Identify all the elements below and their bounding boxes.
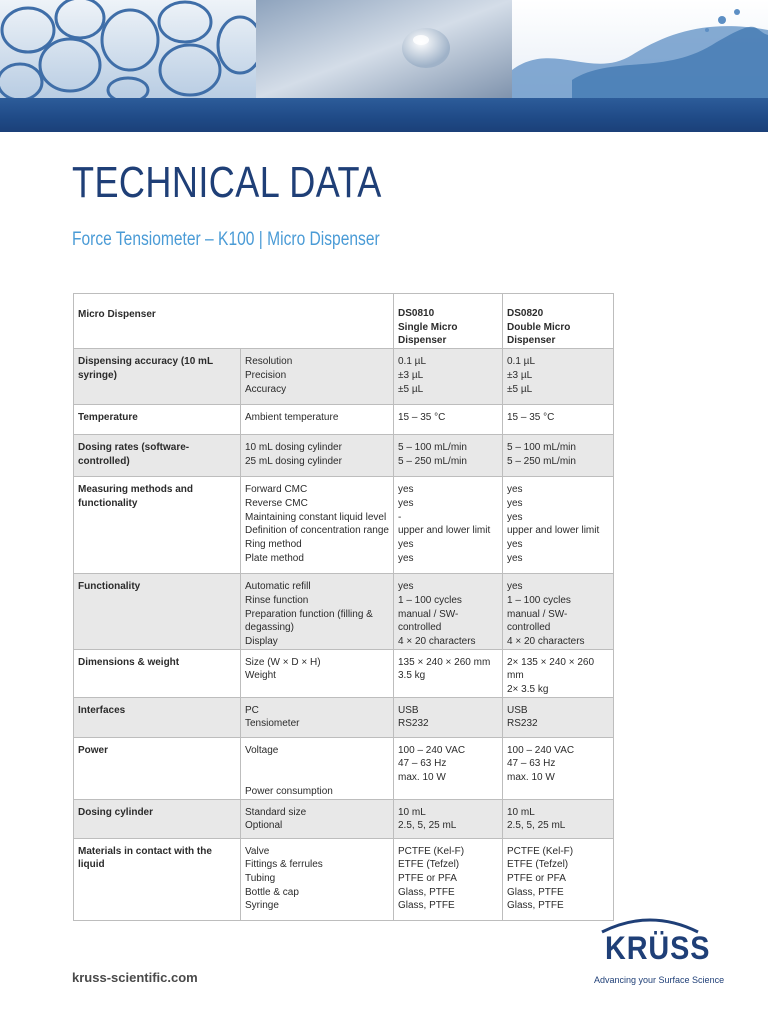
row-ds0820: 5 – 100 mL/min 5 – 250 mL/min bbox=[503, 435, 614, 477]
row-ds0810: 135 × 240 × 260 mm 3.5 kg bbox=[394, 649, 503, 697]
row-label: Functionality bbox=[74, 574, 241, 650]
header-blue-band bbox=[0, 98, 768, 132]
foam-bubbles-image bbox=[0, 0, 256, 98]
table-row bbox=[74, 838, 614, 920]
row-ds0810: PCTFE (Kel-F) ETFE (Tefzel) PTFE or PFA Glass, PTFE Glass, PTFE bbox=[394, 838, 503, 920]
table-row bbox=[74, 477, 614, 574]
row-ds0810: 10 mL 2.5, 5, 25 mL bbox=[394, 799, 503, 838]
row-ds0820: 0.1 µL ±3 µL ±5 µL bbox=[503, 349, 614, 405]
row-label: Dosing cylinder bbox=[74, 799, 241, 838]
row-params: Voltage Power consumption bbox=[241, 737, 394, 799]
water-splash-image bbox=[512, 0, 768, 98]
row-label: Materials in contact with the liquid bbox=[74, 838, 241, 920]
row-ds0820: 10 mL 2.5, 5, 25 mL bbox=[503, 799, 614, 838]
table-row bbox=[74, 349, 614, 405]
row-ds0820: PCTFE (Kel-F) ETFE (Tefzel) PTFE or PFA Glass, PTFE Glass, PTFE bbox=[503, 838, 614, 920]
page-subtitle: Force Tensiometer – K100 | Micro Dispenser bbox=[72, 229, 380, 250]
row-params: Resolution Precision Accuracy bbox=[241, 349, 394, 405]
row-ds0820: USB RS232 bbox=[503, 697, 614, 737]
table-header-row bbox=[74, 294, 614, 349]
table-row bbox=[74, 405, 614, 435]
row-params: 10 mL dosing cylinder 25 mL dosing cylinder bbox=[241, 435, 394, 477]
row-ds0820: 15 – 35 °C bbox=[503, 405, 614, 435]
water-droplet-image bbox=[256, 0, 512, 98]
row-ds0820: 100 – 240 VAC 47 – 63 Hz max. 10 W bbox=[503, 737, 614, 799]
row-params: Standard size Optional bbox=[241, 799, 394, 838]
row-params: Size (W × D × H) Weight bbox=[241, 649, 394, 697]
banner-photos bbox=[0, 0, 768, 98]
row-params: Ambient temperature bbox=[241, 405, 394, 435]
technical-data-table bbox=[73, 293, 614, 921]
row-ds0810: 100 – 240 VAC 47 – 63 Hz max. 10 W bbox=[394, 737, 503, 799]
row-ds0820: yes 1 – 100 cycles manual / SW-controlled 4 × 20 characters bbox=[503, 574, 614, 650]
website-link[interactable]: kruss-scientific.com bbox=[72, 970, 198, 985]
row-ds0810: 5 – 100 mL/min 5 – 250 mL/min bbox=[394, 435, 503, 477]
table-row bbox=[74, 697, 614, 737]
row-label: Dosing rates (software-controlled) bbox=[74, 435, 241, 477]
row-params: Valve Fittings & ferrules Tubing Bottle & cap Syringe bbox=[241, 838, 394, 920]
logo-tagline: Advancing your Surface Science bbox=[594, 975, 725, 985]
page-title: TECHNICAL DATA bbox=[72, 158, 382, 207]
row-ds0810: USB RS232 bbox=[394, 697, 503, 737]
header-cell-empty bbox=[241, 294, 394, 349]
row-label: Power bbox=[74, 737, 241, 799]
header-cell-ds0810: DS0810 Single Micro Dispenser bbox=[394, 294, 503, 349]
row-params: Forward CMC Reverse CMC Maintaining constant liquid level Definition of concentration range Ring method Plate method bbox=[241, 477, 394, 574]
row-label: Measuring methods and functionality bbox=[74, 477, 241, 574]
table-row bbox=[74, 435, 614, 477]
row-ds0810: yes 1 – 100 cycles manual / SW-controlled 4 × 20 characters bbox=[394, 574, 503, 650]
table-row bbox=[74, 737, 614, 799]
table-row bbox=[74, 799, 614, 838]
kruss-logo: KRÜSS bbox=[605, 930, 711, 966]
row-params: Automatic refill Rinse function Preparation function (filling & degassing) Display bbox=[241, 574, 394, 650]
header-banner bbox=[0, 0, 768, 132]
row-params: PC Tensiometer bbox=[241, 697, 394, 737]
row-label: Temperature bbox=[74, 405, 241, 435]
header-cell-ds0820: DS0820 Double Micro Dispenser bbox=[503, 294, 614, 349]
table-row bbox=[74, 574, 614, 650]
row-ds0810: 0.1 µL ±3 µL ±5 µL bbox=[394, 349, 503, 405]
row-ds0820: 2× 135 × 240 × 260 mm 2× 3.5 kg bbox=[503, 649, 614, 697]
table-row bbox=[74, 649, 614, 697]
row-ds0820: yes yes yes upper and lower limit yes yes bbox=[503, 477, 614, 574]
row-label: Interfaces bbox=[74, 697, 241, 737]
row-ds0810: yes yes - upper and lower limit yes yes bbox=[394, 477, 503, 574]
header-cell-product: Micro Dispenser bbox=[74, 294, 241, 349]
row-label: Dispensing accuracy (10 mL syringe) bbox=[74, 349, 241, 405]
row-ds0810: 15 – 35 °C bbox=[394, 405, 503, 435]
row-label: Dimensions & weight bbox=[74, 649, 241, 697]
